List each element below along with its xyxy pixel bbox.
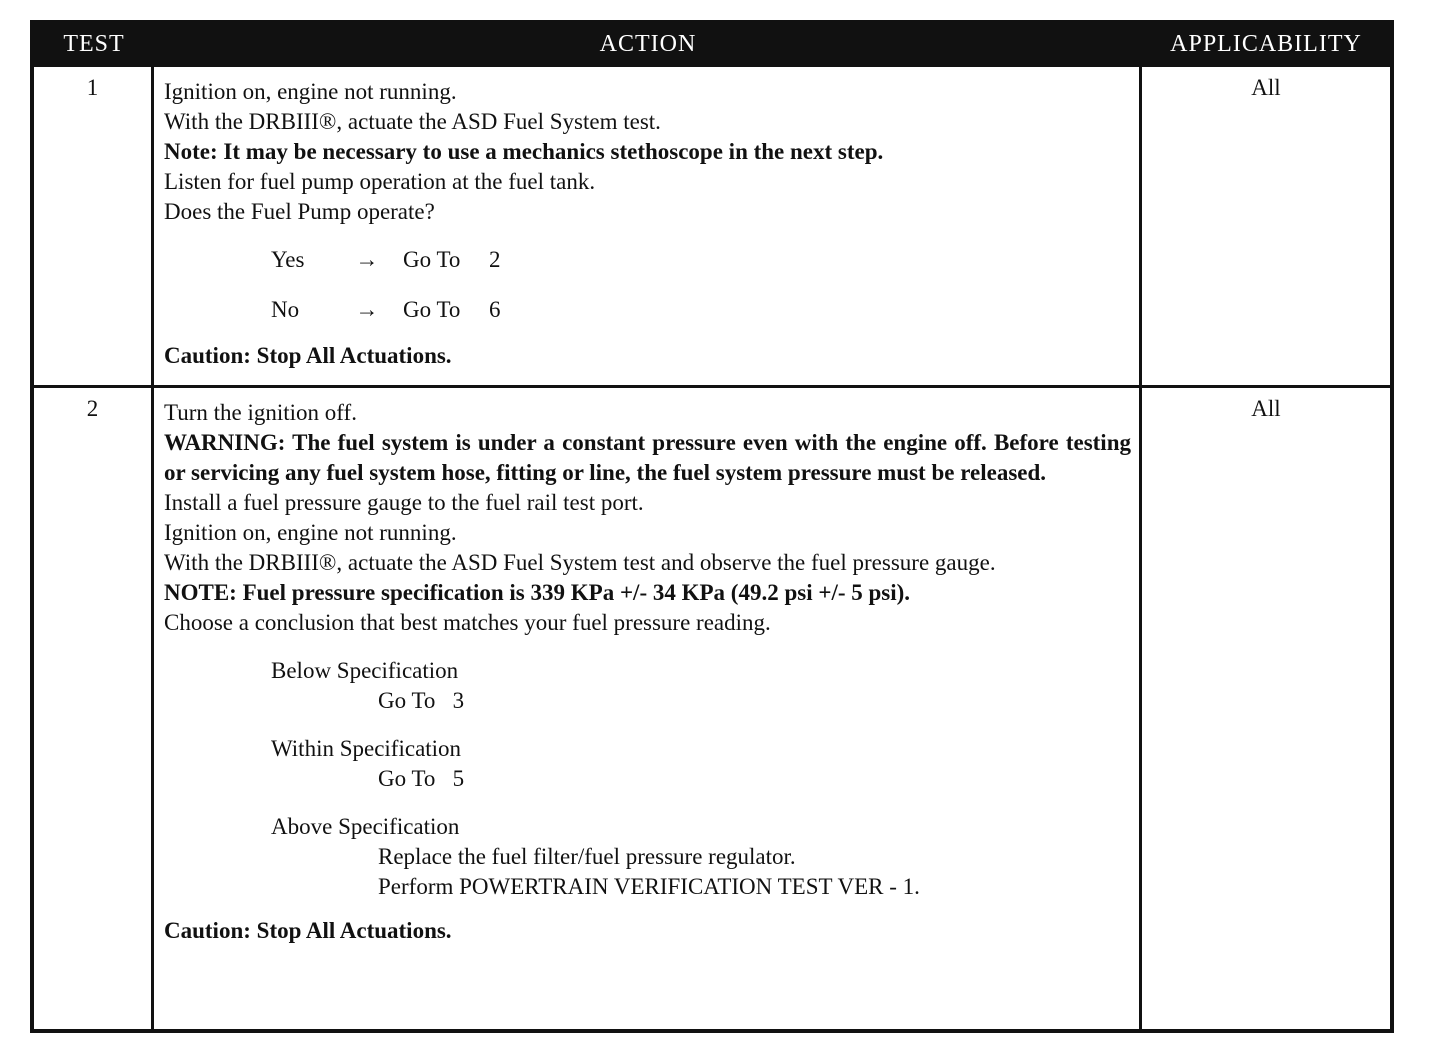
option-result: Go To 5 xyxy=(378,766,465,791)
action-line: Ignition on, engine not running. xyxy=(164,520,457,545)
diagnostic-table xyxy=(30,20,1394,1033)
action-caution: Caution: Stop All Actuations. xyxy=(164,343,452,368)
action-note: NOTE: Fuel pressure specification is 339 KPa +/- 34 KPa (49.2 psi +/- 5 psi). xyxy=(164,580,911,605)
test-number: 2 xyxy=(34,388,154,1029)
option-result: Replace the fuel filter/fuel pressure regulator. xyxy=(378,844,796,869)
header-test: TEST xyxy=(63,31,125,57)
branch-no xyxy=(271,293,1131,327)
applicability-cell: All xyxy=(1251,75,1281,100)
action-caution: Caution: Stop All Actuations. xyxy=(164,918,452,943)
header-action: ACTION xyxy=(599,31,697,57)
branch-goto: Go To xyxy=(403,297,461,322)
action-line: Turn the ignition off. xyxy=(164,400,357,425)
table-row xyxy=(34,64,1390,385)
arrow-icon: → xyxy=(355,247,379,272)
action-cell xyxy=(154,388,1142,1029)
test-number: 1 xyxy=(34,67,154,385)
option-label: Within Specification xyxy=(271,736,462,761)
action-line: Choose a conclusion that best matches your fuel pressure reading. xyxy=(164,610,771,635)
action-line: Ignition on, engine not running. xyxy=(164,79,457,104)
branch-goto: Go To xyxy=(403,247,461,272)
option-result: Go To 3 xyxy=(378,688,465,713)
applicability-cell: All xyxy=(1251,396,1281,421)
branch-target: 2 xyxy=(489,247,501,272)
branch-yes xyxy=(271,243,1131,277)
action-line: Install a fuel pressure gauge to the fuel rail test port. xyxy=(164,490,644,515)
action-line: Listen for fuel pump operation at the fuel tank. xyxy=(164,169,596,194)
branch-answer: Yes xyxy=(271,247,305,272)
action-cell xyxy=(154,67,1142,385)
branch-target: 6 xyxy=(489,297,501,322)
table-row xyxy=(34,385,1390,1029)
branch-answer: No xyxy=(271,297,300,322)
option-result: Perform POWERTRAIN VERIFICATION TEST VER - 1. xyxy=(378,874,920,899)
action-note: Note: It may be necessary to use a mechanics stethoscope in the next step. xyxy=(164,139,884,164)
action-line: With the DRBIII®, actuate the ASD Fuel System test and observe the fuel pressure gauge. xyxy=(164,550,996,575)
option-above xyxy=(271,812,1131,902)
option-below xyxy=(271,656,1131,716)
option-label: Below Specification xyxy=(271,658,459,683)
arrow-icon: → xyxy=(355,297,379,322)
option-label: Above Specification xyxy=(271,814,460,839)
table-header xyxy=(34,24,1390,64)
header-applicability: APPLICABILITY xyxy=(1170,31,1362,57)
option-within xyxy=(271,734,1131,794)
action-line: Does the Fuel Pump operate? xyxy=(164,199,435,224)
action-line: With the DRBIII®, actuate the ASD Fuel System test. xyxy=(164,109,661,134)
action-warning: WARNING: The fuel system is under a constant pressure even with the engine off. Before testing or servicing any fuel system hose, fitting or line, the fuel system pressure must be released. xyxy=(164,430,1131,485)
